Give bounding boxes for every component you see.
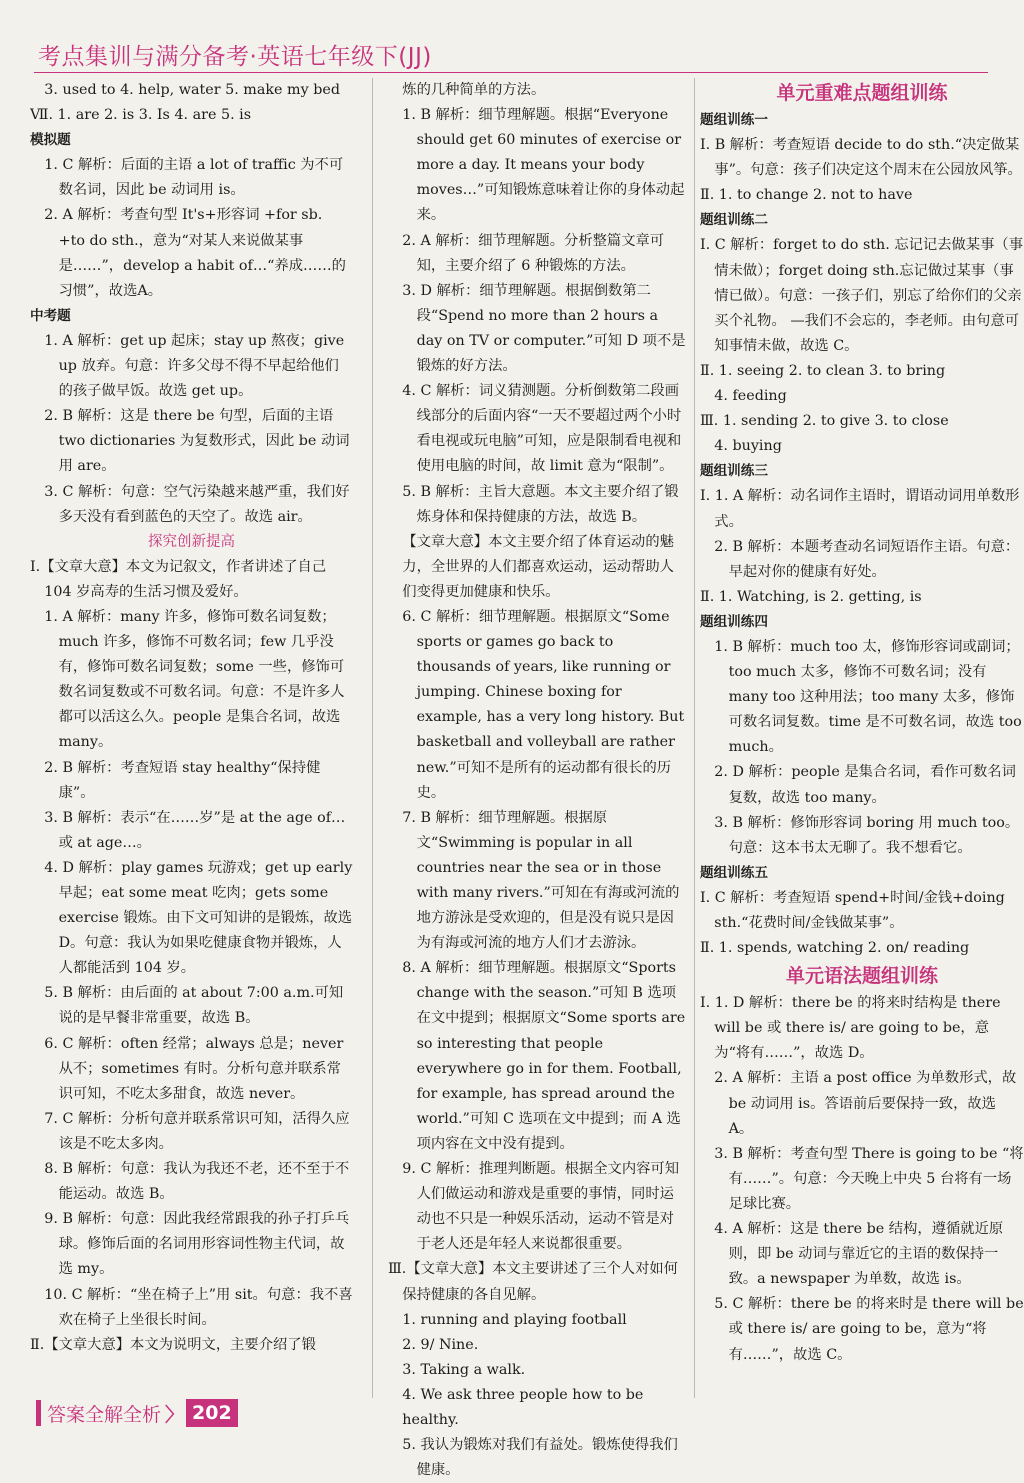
answer-paragraph: 6. C 解析：often 经常；always 总是；never 从不；sometimes 有时。分析句意并联系常识可知，不吃太多甜食，故选 never。 xyxy=(44,1035,344,1102)
answer-paragraph: 4. A 解析：这是 there be 结构，遵循就近原则，即 be 动词与靠近它的主语的数保持一致。a newspaper 为单数，故选 is。 xyxy=(714,1221,1004,1288)
page-footer xyxy=(36,1398,280,1428)
middle-column xyxy=(388,78,686,1483)
answer-paragraph: Ⅲ.【文章大意】本文主要讲述了三个人对如何保持健康的各自见解。 xyxy=(388,1261,678,1303)
answer-paragraph: 1. running and playing football xyxy=(402,1311,627,1328)
section-heading: 探究创新提高 xyxy=(148,533,235,550)
answer-paragraph: 2. B 解析：本题考查动名词短语作主语。句意：早起对你的健康有好处。 xyxy=(714,538,1020,580)
answer-paragraph: Ⅰ. B 解析：考查短语 decide to do sth.“决定做某事”。句意：孩子们决定这个周末在公园放风筝。 xyxy=(700,137,1022,179)
column-divider xyxy=(372,78,373,1398)
answer-paragraph: 1. B 解析：much too 太，修饰形容词或副词；too much 太多，修饰不可数名词；没有 many too 这种用法；too many 太多，修饰可数名词复数。time 是不可数名词，故选 too much。 xyxy=(714,638,1022,756)
page-number: 202 xyxy=(186,1399,238,1427)
answer-paragraph: 10. C 解析：“坐在椅子上”用 sit。句意：我不喜欢在椅子上坐很长时间。 xyxy=(44,1286,353,1328)
answer-paragraph: 2. A 解析：主语 a post office 为单数形式，故 be 动词用 is。答语前后要保持一致，故选 A。 xyxy=(714,1070,1017,1137)
answer-paragraph: Ⅱ.【文章大意】本文为说明文，主要介绍了锻 xyxy=(30,1336,316,1353)
answer-paragraph: Ⅰ. 1. A 解析：动名词作主语时，谓语动词用单数形式。 xyxy=(700,488,1020,530)
answer-paragraph: 5. B 解析：由后面的 at about 7:00 a.m.可知说的是早餐非常重要，故选 B。 xyxy=(44,985,344,1027)
answer-paragraph: 2. B 解析：考查短语 stay healthy“保持健康”。 xyxy=(44,759,321,801)
answer-paragraph: 8. A 解析：细节理解题。根据原文“Sports change with the season.”可知 B 选项在文中提到；根据原文“Some sports are so interesting that people everywhere go in for them. Football, for example, has spread around the world.”可知 C 选项在文中提到；而 A 选项内容在文中没有提到。 xyxy=(402,960,686,1152)
answer-paragraph: Ⅱ. 1. seeing 2. to clean 3. to bring xyxy=(700,362,946,379)
answer-paragraph: Ⅰ. C 解析：forget to do sth. 忘记记去做某事（事情未做）；forget doing sth.忘记做过某事（事情已做）。句意：一孩子们，别忘了给你们的父亲买个礼物。 —我们不会忘的，李老师。由句意可知事情未做，故选 C。 xyxy=(700,237,1023,354)
answer-paragraph: 炼的几种简单的方法。 xyxy=(402,82,546,98)
section-heading: 题组训练五 xyxy=(700,864,768,881)
left-column xyxy=(30,78,353,1358)
answer-paragraph: 3. C 解析：句意：空气污染越来越严重，我们好多天没有看到蓝色的天空了。故选 air。 xyxy=(44,483,350,525)
section-heading: 题组训练四 xyxy=(700,613,768,630)
section-heading: 中考题 xyxy=(30,307,71,324)
answer-paragraph: 6. C 解析：细节理解题。根据原文“Some sports or games go back to thousands of years, like running or jumping. Chinese boxing for example, has a very long history. But basketball and volleyball are rather new.”可知不是所有的运动都有很长的历史。 xyxy=(402,608,685,801)
answer-paragraph: Ⅱ. 1. spends, watching 2. on/ reading xyxy=(700,940,970,957)
column-divider xyxy=(694,78,695,1398)
answer-paragraph: Ⅲ. 1. sending 2. to give 3. to close xyxy=(700,413,949,430)
answer-paragraph: 7. B 解析：细节理解题。根据原文“Swimming is popular in all countries near the sea or in those with many rivers.”可知在有海或河流的地方游泳是受欢迎的，但是没有说只是因为有海或河流的地方人们才去游泳。 xyxy=(402,809,680,952)
answer-paragraph: 2. A 解析：细节理解题。分析整篇文章可知，主要介绍了 6 种锻炼的方法。 xyxy=(402,232,665,274)
answer-paragraph: Ⅰ. C 解析：考查短语 spend+时间/金钱+doing sth.“花费时间/金钱做某事”。 xyxy=(700,889,1005,931)
answer-paragraph: 2. 9/ Nine. xyxy=(402,1336,479,1353)
answer-paragraph: 4. D 解析：play games 玩游戏；get up early 早起；eat some meat 吃肉；gets some exercise 锻炼。由下文可知讲的是锻炼，故选 D。句意：我认为如果吃健康食物并锻炼，人人都能活到 104 岁。 xyxy=(44,859,353,977)
answer-paragraph: 3. B 解析：修饰形容词 boring 用 much too。句意：这本书太无聊了。我不想看它。 xyxy=(714,814,1020,856)
answer-paragraph: 5. 我认为锻炼对我们有益处。锻炼使得我们健康。 xyxy=(402,1437,678,1479)
answer-paragraph: 1. C 解析：后面的主语 a lot of traffic 为不可数名词，因此 be 动词用 is。 xyxy=(44,157,344,199)
answer-paragraph: 4. C 解析：词义猜测题。分析倒数第二段画线部分的后面内容“一天不要超过两个小时看电视或玩电脑”可知，应是限制看电视和使用电脑的时间，故 limit 意为“限制”。 xyxy=(402,383,682,475)
answer-paragraph: 5. C 解析：there be 的将来时是 there will be 或 there is/ are going to be，意为“将有……”，故选 C。 xyxy=(714,1296,1024,1363)
header-divider xyxy=(34,72,988,73)
answer-paragraph: 2. A 解析：考查句型 It's+形容词 +for sb. +to do sth.，意为“对某人来说做某事是……”，develop a habit of…“养成……的习惯”，故选A。 xyxy=(44,207,346,299)
answer-paragraph: 【文章大意】本文主要介绍了体育运动的魅力，全世界的人们都喜欢运动，运动帮助人们变得更加健康和快乐。 xyxy=(402,533,674,600)
answer-paragraph: 2. D 解析：people 是集合名词，看作可数名词复数，故选 too many。 xyxy=(714,764,1016,806)
right-column xyxy=(700,78,1024,1368)
answer-paragraph: 4. We ask three people how to be healthy. xyxy=(402,1386,644,1428)
answer-paragraph: Ⅱ. 1. Watching, is 2. getting, is xyxy=(700,588,922,605)
page-header-title: 考点集训与满分备考·英语七年级下(JJ) xyxy=(38,44,432,70)
section-heading: 题组训练一 xyxy=(700,112,768,128)
section-heading: 单元重难点题组训练 xyxy=(776,82,948,104)
footer-accent-bar xyxy=(36,1400,41,1426)
section-heading: 单元语法题组训练 xyxy=(785,965,938,988)
answer-paragraph: 1. A 解析：many 许多，修饰可数名词复数；much 许多，修饰不可数名词；few 几乎没有，修饰可数名词复数；some 一些，修饰可数名词复数或不可数名词。句意：不是许多人都可以活这么久。people 是集合名词，故选 many。 xyxy=(44,608,345,751)
section-heading: 题组训练三 xyxy=(700,463,768,480)
answer-paragraph: 1. A 解析：get up 起床；stay up 熬夜；give up 放弃。句意：许多父母不得不早起给他们的孩子做早饭。故选 get up。 xyxy=(44,332,345,400)
answer-paragraph: Ⅶ. 1. are 2. is 3. Is 4. are 5. is xyxy=(30,107,252,124)
answer-paragraph: 3. D 解析：细节理解题。根据倒数第二段“Spend no more than 2 hours a day on TV or computer.”可知 D 项不是锻炼的好方法。 xyxy=(402,282,686,375)
answer-paragraph: 4. feeding xyxy=(714,388,787,405)
answer-paragraph: 3. B 解析：考查句型 There is going to be “将有……”。句意：今天晚上中央 5 台将有一场足球比赛。 xyxy=(714,1145,1024,1212)
answer-paragraph: 5. B 解析：主旨大意题。本文主要介绍了锻炼身体和保持健康的方法，故选 B。 xyxy=(402,483,679,525)
answer-paragraph: Ⅰ.【文章大意】本文为记叙文，作者讲述了自己 104 岁高寿的生活习惯及爱好。 xyxy=(30,558,327,600)
answer-paragraph: 3. B 解析：表示“在……岁”是 at the age of…或 at age…。 xyxy=(44,809,346,851)
answer-paragraph: 1. B 解析：细节理解题。根据“Everyone should get 60 minutes of exercise or more a day. It means your body moves…”可知锻炼意味着让你的身体动起来。 xyxy=(402,107,685,224)
chevron-right-icon: 〉 xyxy=(165,1403,185,1426)
footer-label: 答案全解全析 xyxy=(47,1403,162,1426)
answer-paragraph: 3. Taking a walk. xyxy=(402,1361,526,1378)
answer-paragraph: 9. C 解析：推理判断题。根据全文内容可知人们做运动和游戏是重要的事情，同时运动也不只是一种娱乐活动，运动不管是对于老人还是年轻人来说都很重要。 xyxy=(402,1161,680,1253)
answer-paragraph: 9. B 解析：句意：因此我经常跟我的孙子打乒乓球。修饰后面的名词用形容词性物主代词，故选 my。 xyxy=(44,1211,350,1278)
answer-paragraph: 4. buying xyxy=(714,438,782,455)
answer-paragraph: 7. C 解析：分析句意并联系常识可知，活得久应该是不吃太多肉。 xyxy=(44,1110,350,1152)
answer-paragraph: 8. B 解析：句意：我认为我还不老，还不至于不能运动。故选 B。 xyxy=(44,1161,350,1203)
answer-paragraph: 3. used to 4. help, water 5. make my bed xyxy=(44,82,340,98)
section-heading: 模拟题 xyxy=(30,132,71,149)
answer-paragraph: Ⅰ. 1. D 解析：there be 的将来时结构是 there will be 或 there is/ are going to be，意为“将有……”，故选 D。 xyxy=(700,995,1001,1062)
section-heading: 题组训练二 xyxy=(700,212,768,229)
answer-paragraph: Ⅱ. 1. to change 2. not to have xyxy=(700,187,913,204)
answer-paragraph: 2. B 解析：这是 there be 句型，后面的主语 two dictionaries 为复数形式，因此 be 动词用 are。 xyxy=(44,408,350,475)
